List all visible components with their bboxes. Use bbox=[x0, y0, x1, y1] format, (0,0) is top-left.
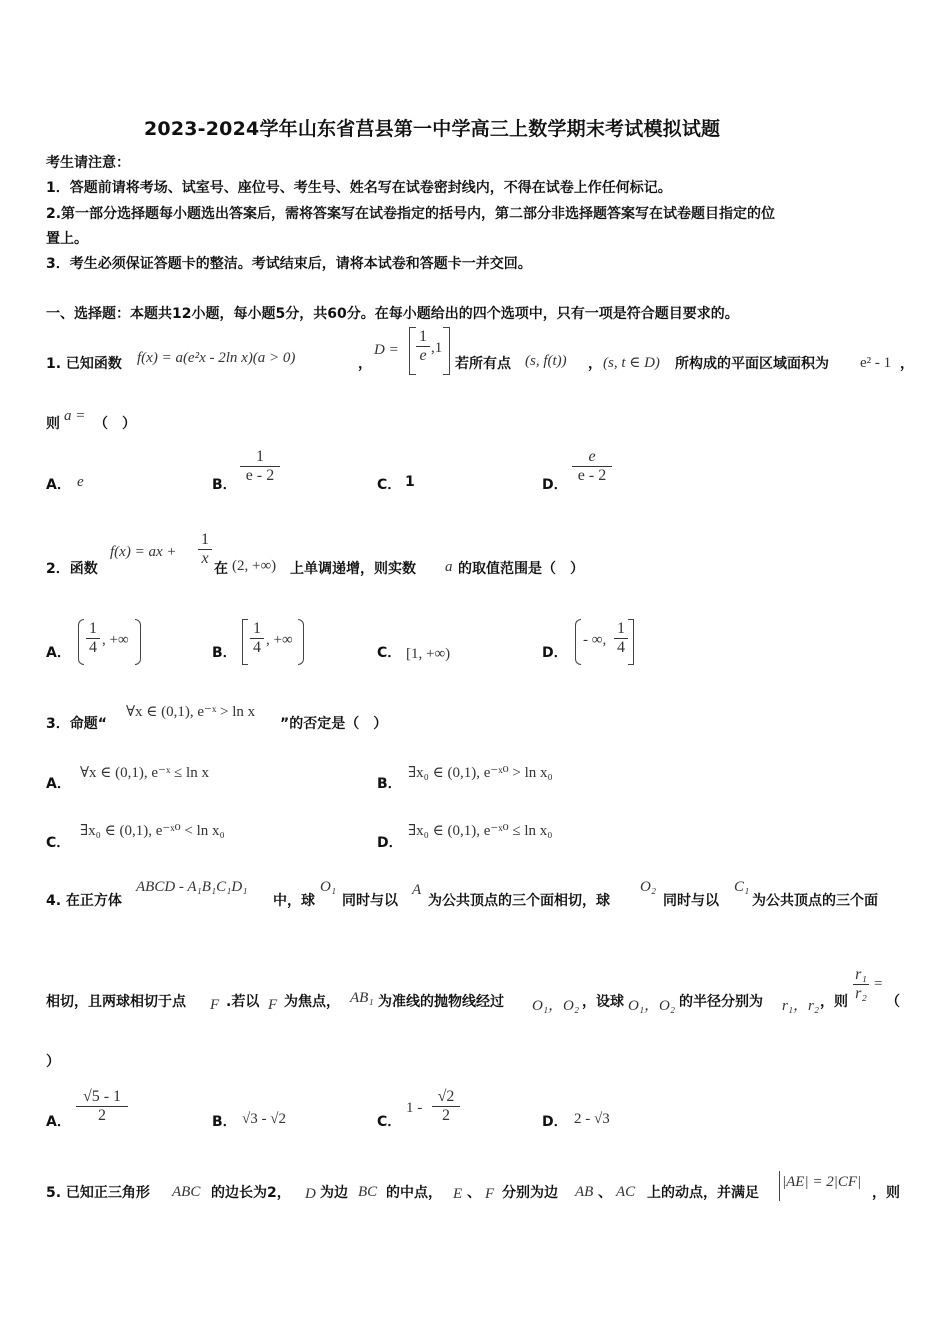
q4-option-c-den: 2 bbox=[442, 1107, 450, 1124]
q4-line2-text-4: 为准线的抛物线经过 bbox=[378, 994, 504, 1010]
q5-text-2: 的边长为2， bbox=[211, 1185, 291, 1201]
q3-option-d-label: D． bbox=[377, 835, 403, 851]
q1-option-c-label: C． bbox=[377, 477, 402, 493]
q1-right-bracket bbox=[443, 327, 450, 375]
q3-option-d: ∃x₀ ∈ (0,1), e⁻ˣ⁰ ≤ ln x₀ bbox=[408, 823, 553, 839]
q4-o1-o2-b: O₁，O₂ bbox=[628, 998, 676, 1014]
q2-option-a-label: A． bbox=[46, 645, 71, 661]
q4-line2-text-7: ，则 bbox=[820, 994, 848, 1010]
q4-line2-text-2: .若以 bbox=[226, 994, 260, 1010]
q1-bracket-den: e bbox=[419, 347, 427, 364]
q5-side-ab: AB bbox=[575, 1184, 594, 1200]
q1-st: (s, t ∈ D) bbox=[603, 355, 660, 371]
q4-option-c-pre: 1 - bbox=[406, 1100, 423, 1116]
q1-text-1: 1. 已知函数 bbox=[46, 356, 122, 372]
q2-text-3: 上单调递增，则实数 bbox=[290, 561, 416, 577]
q1-left-bracket bbox=[409, 327, 416, 375]
q4-option-a-num: √5 - 1 bbox=[82, 1088, 122, 1105]
q1-text-2: 若所有点 bbox=[455, 356, 511, 372]
q5-side-ac: AC bbox=[616, 1184, 636, 1200]
q2-option-b-den: 4 bbox=[253, 639, 261, 656]
q1-option-c: 1 bbox=[405, 474, 415, 490]
q3-option-c: ∃x₀ ∈ (0,1), e⁻ˣ⁰ < ln x₀ bbox=[80, 823, 225, 839]
q2-fraction bbox=[198, 531, 212, 568]
q2-option-a-rest: , +∞ bbox=[102, 632, 129, 648]
q5-abs-bar-left bbox=[779, 1171, 780, 1201]
q4-o1: O₁ bbox=[320, 879, 337, 895]
q1-line2-math: a = bbox=[64, 408, 86, 424]
q4-equals: = bbox=[874, 976, 883, 992]
q1-point: (s, f(t)) bbox=[525, 353, 567, 369]
q5-point-f: F bbox=[485, 1186, 495, 1202]
q2-option-d-lparen bbox=[575, 619, 581, 665]
q4-option-c bbox=[432, 1088, 460, 1125]
q2-fraction-den: x bbox=[201, 550, 209, 567]
q2-option-b-num: 1 bbox=[253, 620, 261, 637]
q2-option-b-rest: , +∞ bbox=[266, 632, 293, 648]
q4-o1-o2-a: O₁，O₂ bbox=[532, 998, 580, 1014]
q3-option-a-label: A． bbox=[46, 776, 71, 792]
q2-option-a-num: 1 bbox=[89, 620, 97, 637]
q2-option-a-frac bbox=[86, 620, 100, 657]
q2-fraction-num: 1 bbox=[201, 531, 209, 548]
notice-item-2-cont: 置上。 bbox=[46, 231, 88, 247]
q5-text-3: 为边 bbox=[320, 1185, 348, 1201]
q4-o2: O₂ bbox=[640, 879, 657, 895]
q5-text-7: 、 bbox=[598, 1185, 612, 1201]
q4-focus-f: F bbox=[268, 997, 278, 1013]
q2-option-b-lbracket bbox=[242, 619, 248, 665]
q4-line2-text-6: 的半径分别为 bbox=[679, 994, 763, 1010]
q4-cube: ABCD - A₁B₁C₁D₁ bbox=[136, 879, 248, 895]
q4-ab1: AB₁ bbox=[350, 990, 374, 1006]
q4-option-c-num: √2 bbox=[437, 1088, 455, 1105]
q1-option-d bbox=[572, 448, 612, 485]
notice-item-2: 2.第一部分选择题每小题选出答案后，需将答案写在试卷指定的括号内，第二部分非选择题答案写在试卷题目指定的位 bbox=[46, 206, 776, 222]
q2-interval: (2, +∞) bbox=[232, 558, 277, 574]
q3-proposition: ∀x ∈ (0,1), e⁻ˣ > ln x bbox=[126, 704, 256, 720]
q5-condition: |AE| = 2|CF| bbox=[782, 1174, 862, 1190]
q1-text-3: ， bbox=[588, 356, 602, 372]
q2-option-d-label: D． bbox=[542, 645, 568, 661]
q2-option-c: [1, +∞) bbox=[406, 646, 451, 662]
q5-text-1: 5. 已知正三角形 bbox=[46, 1185, 150, 1201]
q1-function: f(x) = a(e²x - 2ln x)(a > 0) bbox=[137, 350, 296, 366]
q3-text-1: 3．命题“ bbox=[46, 716, 107, 732]
q1-comma: ， bbox=[358, 356, 372, 372]
q1-option-b bbox=[240, 448, 280, 485]
q1-option-b-label: B． bbox=[212, 477, 237, 493]
q5-triangle: ABC bbox=[172, 1184, 201, 1200]
q1-text-5: ， bbox=[900, 356, 914, 372]
q2-option-a-lparen bbox=[78, 619, 84, 665]
q4-option-b-label: B． bbox=[212, 1114, 237, 1130]
q1-domain-label: D = bbox=[374, 342, 399, 358]
q1-option-d-den: e - 2 bbox=[577, 467, 607, 484]
q1-bracket-rest: ,1 bbox=[431, 340, 443, 356]
q4-text-2: 中，球 bbox=[273, 893, 315, 909]
q4-vertex-a: A bbox=[412, 882, 422, 898]
q2-option-c-label: C． bbox=[377, 645, 402, 661]
section-heading: 一、选择题：本题共12小题，每小题5分，共60分。在每小题给出的四个选项中，只有一项是符合题目要求的。 bbox=[46, 306, 739, 322]
q4-option-b: √3 - √2 bbox=[242, 1111, 286, 1127]
q4-option-a-den: 2 bbox=[98, 1107, 106, 1124]
q2-option-b-frac bbox=[250, 620, 264, 657]
q5-text-5: 、 bbox=[467, 1185, 481, 1201]
q4-option-d: 2 - √3 bbox=[574, 1111, 610, 1127]
q4-option-a bbox=[76, 1088, 128, 1125]
q4-ratio bbox=[853, 966, 869, 1003]
q2-option-d-frac bbox=[614, 620, 628, 657]
q4-option-a-label: A． bbox=[46, 1114, 71, 1130]
q1-option-b-den: e - 2 bbox=[245, 467, 275, 484]
page-title: 2023-2024学年山东省莒县第一中学高三上数学期末考试模拟试题 bbox=[144, 118, 721, 140]
q4-option-d-label: D． bbox=[542, 1114, 568, 1130]
q4-text-1: 4. 在正方体 bbox=[46, 893, 122, 909]
q3-text-2: ”的否定是（ ） bbox=[280, 716, 388, 732]
q2-text-2: 在 bbox=[214, 561, 228, 577]
q3-option-a: ∀x ∈ (0,1), e⁻ˣ ≤ ln x bbox=[80, 765, 209, 781]
q5-point-e: E bbox=[453, 1186, 463, 1202]
q1-bracket-num: 1 bbox=[419, 328, 427, 345]
q4-c1: C₁ bbox=[734, 879, 750, 895]
q5-point-d: D bbox=[305, 1186, 316, 1202]
q4-line3-paren: ） bbox=[46, 1054, 60, 1070]
q3-option-c-label: C． bbox=[46, 835, 71, 851]
q5-side-bc: BC bbox=[358, 1184, 378, 1200]
q2-option-b-rparen bbox=[298, 619, 304, 665]
q4-ratio-num: r₁ bbox=[855, 966, 867, 983]
q2-option-d-num: 1 bbox=[617, 620, 625, 637]
q4-ratio-den: r₂ bbox=[855, 985, 867, 1002]
q4-text-4: 为公共顶点的三个面相切，球 bbox=[428, 893, 610, 909]
q4-line2-paren: （ bbox=[886, 994, 900, 1010]
q5-text-8: 上的动点，并满足 bbox=[647, 1185, 759, 1201]
q4-text-6: 为公共顶点的三个面 bbox=[752, 893, 878, 909]
q1-text-4: 所构成的平面区域面积为 bbox=[675, 356, 829, 372]
notice-heading: 考生请注意： bbox=[46, 155, 130, 171]
q4-line2-text-3: 为焦点， bbox=[284, 994, 340, 1010]
q2-text-4: 的取值范围是（ ） bbox=[458, 561, 584, 577]
q2-option-d-rbracket bbox=[628, 619, 634, 665]
q4-radii: r₁，r₂ bbox=[782, 998, 820, 1014]
notice-item-3: 3．考生必须保证答题卡的整洁。考试结束后，请将本试卷和答题卡一并交回。 bbox=[46, 256, 532, 272]
q1-option-a: e bbox=[77, 474, 84, 490]
q4-point-f: F bbox=[210, 997, 220, 1013]
q2-text-1: 2．函数 bbox=[46, 561, 98, 577]
q4-text-5: 同时与以 bbox=[663, 893, 719, 909]
q4-option-c-label: C． bbox=[377, 1114, 402, 1130]
q2-var-a: a bbox=[445, 559, 453, 575]
q3-option-b-label: B． bbox=[377, 776, 402, 792]
q5-text-4: 的中点， bbox=[386, 1185, 442, 1201]
q2-option-b-label: B． bbox=[212, 645, 237, 661]
notice-item-1: 1．答题前请将考场、试室号、座位号、考生号、姓名写在试卷密封线内，不得在试卷上作任何标记。 bbox=[46, 180, 672, 196]
q1-option-a-label: A． bbox=[46, 477, 71, 493]
q1-bracket-fraction bbox=[416, 328, 430, 365]
q2-function: f(x) = ax + bbox=[110, 544, 177, 560]
q2-option-a-den: 4 bbox=[89, 639, 97, 656]
q1-option-d-num: e bbox=[588, 448, 596, 465]
q2-option-d-pre: - ∞, bbox=[583, 632, 607, 648]
q3-option-b: ∃x₀ ∈ (0,1), e⁻ˣ⁰ > ln x₀ bbox=[408, 765, 553, 781]
q5-text-9: ，则 bbox=[872, 1185, 900, 1201]
q2-option-a-rparen bbox=[135, 619, 141, 665]
q1-line2-text: 则 bbox=[46, 416, 60, 432]
q2-option-d-den: 4 bbox=[617, 639, 625, 656]
q1-option-b-num: 1 bbox=[256, 448, 264, 465]
q1-area: e² - 1 bbox=[860, 355, 892, 371]
q4-text-3: 同时与以 bbox=[342, 893, 398, 909]
q5-text-6: 分别为边 bbox=[502, 1185, 558, 1201]
q1-line2-paren: （ ） bbox=[94, 416, 136, 432]
q4-line2-text-1: 相切，且两球相切于点 bbox=[46, 994, 186, 1010]
q1-option-d-label: D． bbox=[542, 477, 568, 493]
q4-line2-text-5: ，设球 bbox=[582, 994, 624, 1010]
